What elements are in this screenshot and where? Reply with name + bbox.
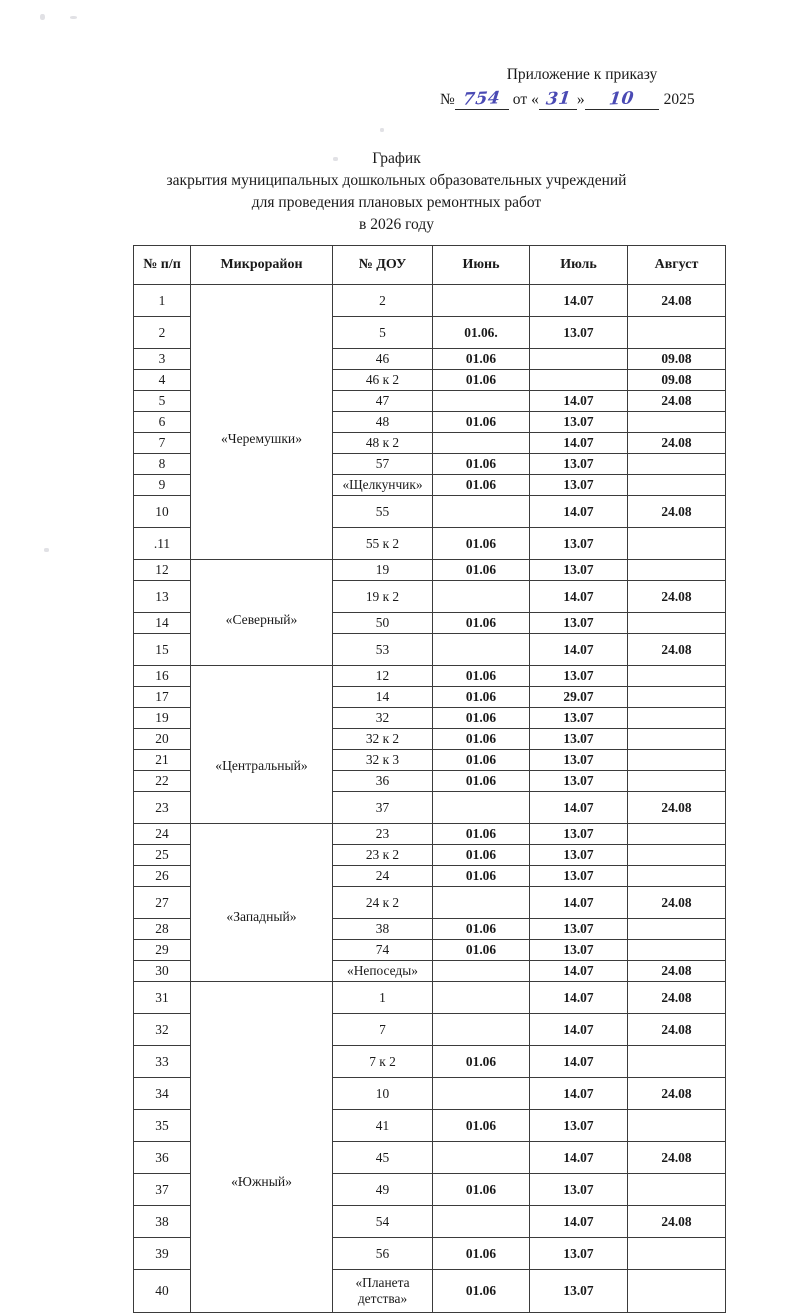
row-index: 5 (134, 391, 191, 412)
document-header (440, 64, 740, 112)
june-date: 01.06 (433, 412, 530, 433)
july-date: 29.07 (530, 687, 628, 708)
august-date (628, 666, 726, 687)
dou-number: «Непоседы» (333, 961, 433, 982)
dou-number: 49 (333, 1174, 433, 1206)
column-header-3: Июнь (433, 246, 530, 285)
dou-number: 37 (333, 792, 433, 824)
dou-number: 57 (333, 454, 433, 475)
row-index: 31 (134, 982, 191, 1014)
column-header-2: № ДОУ (333, 246, 433, 285)
row-index: 28 (134, 919, 191, 940)
row-index: 8 (134, 454, 191, 475)
dou-number: 19 к 2 (333, 581, 433, 613)
june-date: 01.06 (433, 613, 530, 634)
quote-open: « (531, 90, 539, 108)
table-row (134, 982, 726, 1014)
august-date: 24.08 (628, 1078, 726, 1110)
row-index: 6 (134, 412, 191, 433)
table-row (134, 560, 726, 581)
dou-number: 12 (333, 666, 433, 687)
row-index: 23 (134, 792, 191, 824)
microdistrict-cell (191, 285, 333, 560)
order-number-blank (455, 88, 509, 110)
july-date: 13.07 (530, 845, 628, 866)
dou-number: 32 к 2 (333, 729, 433, 750)
row-index: 1 (134, 285, 191, 317)
august-date (628, 528, 726, 560)
document-title (0, 148, 793, 236)
august-date (628, 771, 726, 792)
dou-number: 48 (333, 412, 433, 433)
row-index: 29 (134, 940, 191, 961)
august-date: 24.08 (628, 982, 726, 1014)
day-blank (539, 88, 577, 110)
row-index: 24 (134, 824, 191, 845)
august-date (628, 940, 726, 961)
dou-number: 53 (333, 634, 433, 666)
august-date (628, 919, 726, 940)
august-date: 24.08 (628, 634, 726, 666)
order-number-line (440, 89, 740, 112)
august-date: 09.08 (628, 349, 726, 370)
august-date (628, 866, 726, 887)
july-date: 13.07 (530, 317, 628, 349)
june-date (433, 1142, 530, 1174)
july-date: 13.07 (530, 708, 628, 729)
july-date: 14.07 (530, 887, 628, 919)
june-date (433, 982, 530, 1014)
june-date: 01.06 (433, 475, 530, 496)
dou-number: 38 (333, 919, 433, 940)
june-date: 01.06 (433, 1110, 530, 1142)
august-date (628, 454, 726, 475)
june-date: 01.06 (433, 708, 530, 729)
july-date: 13.07 (530, 866, 628, 887)
row-index: 35 (134, 1110, 191, 1142)
dou-number: «Щелкунчик» (333, 475, 433, 496)
row-index: 19 (134, 708, 191, 729)
august-date (628, 845, 726, 866)
august-date (628, 1238, 726, 1270)
july-date: 13.07 (530, 771, 628, 792)
row-index: 13 (134, 581, 191, 613)
row-index: 10 (134, 496, 191, 528)
dou-number: 19 (333, 560, 433, 581)
august-date (628, 729, 726, 750)
row-index: 27 (134, 887, 191, 919)
microdistrict-label: «Северный» (225, 611, 298, 627)
dou-number: 45 (333, 1142, 433, 1174)
dou-number: 47 (333, 391, 433, 412)
column-header-0: № п/п (134, 246, 191, 285)
title-line-2: закрытия муниципальных дошкольных образовательных учреждений (166, 172, 627, 189)
june-date (433, 961, 530, 982)
august-date: 24.08 (628, 391, 726, 412)
august-date (628, 1174, 726, 1206)
july-date: 13.07 (530, 454, 628, 475)
microdistrict-label: «Центральный» (215, 757, 308, 773)
dou-number: 14 (333, 687, 433, 708)
july-date: 13.07 (530, 475, 628, 496)
june-date: 01.06 (433, 560, 530, 581)
june-date: 01.06 (433, 528, 530, 560)
dou-number: 32 к 3 (333, 750, 433, 771)
dou-number: 54 (333, 1206, 433, 1238)
august-date (628, 475, 726, 496)
row-index: 12 (134, 560, 191, 581)
row-index: 3 (134, 349, 191, 370)
title-line-1: График (372, 150, 421, 167)
july-date: 13.07 (530, 560, 628, 581)
june-date (433, 496, 530, 528)
june-date: 01.06 (433, 454, 530, 475)
row-index: 34 (134, 1078, 191, 1110)
handwritten-order-number: 754 (462, 88, 502, 110)
august-date: 09.08 (628, 370, 726, 391)
column-header-4: Июль (530, 246, 628, 285)
june-date: 01.06 (433, 370, 530, 391)
june-date: 01.06 (433, 845, 530, 866)
june-date: 01.06 (433, 687, 530, 708)
june-date: 01.06 (433, 729, 530, 750)
dou-number: 36 (333, 771, 433, 792)
july-date: 14.07 (530, 433, 628, 454)
row-index: 17 (134, 687, 191, 708)
august-date (628, 1110, 726, 1142)
handwritten-month: 10 (608, 88, 636, 110)
june-date: 01.06 (433, 771, 530, 792)
row-index: 20 (134, 729, 191, 750)
microdistrict-cell (191, 560, 333, 666)
dou-number: 48 к 2 (333, 433, 433, 454)
scan-speck (40, 14, 45, 20)
row-index: 15 (134, 634, 191, 666)
july-date: 13.07 (530, 824, 628, 845)
dou-number: 5 (333, 317, 433, 349)
june-date: 01.06 (433, 1270, 530, 1313)
july-date: 14.07 (530, 1206, 628, 1238)
june-date: 01.06 (433, 1238, 530, 1270)
august-date (628, 824, 726, 845)
july-date: 13.07 (530, 528, 628, 560)
dou-number: 55 к 2 (333, 528, 433, 560)
august-date (628, 412, 726, 433)
july-date: 14.07 (530, 1142, 628, 1174)
june-date: 01.06 (433, 1046, 530, 1078)
row-index: .11 (134, 528, 191, 560)
scan-speck (44, 548, 49, 552)
june-date (433, 1014, 530, 1046)
dou-number: «Планета детства» (333, 1270, 433, 1313)
july-date: 14.07 (530, 1046, 628, 1078)
scan-speck (380, 128, 384, 132)
july-date: 14.07 (530, 961, 628, 982)
july-date: 14.07 (530, 792, 628, 824)
row-index: 39 (134, 1238, 191, 1270)
dou-number: 10 (333, 1078, 433, 1110)
row-index: 33 (134, 1046, 191, 1078)
schedule-table-wrapper (133, 245, 725, 1313)
table-row (134, 824, 726, 845)
dou-number: 56 (333, 1238, 433, 1270)
june-date (433, 433, 530, 454)
june-date (433, 792, 530, 824)
august-date: 24.08 (628, 1014, 726, 1046)
july-date: 13.07 (530, 613, 628, 634)
row-index: 30 (134, 961, 191, 982)
july-date: 13.07 (530, 1238, 628, 1270)
row-index: 26 (134, 866, 191, 887)
number-symbol: № (440, 90, 455, 108)
quote-close: » (576, 90, 585, 108)
table-body (134, 285, 726, 1313)
july-date: 13.07 (530, 940, 628, 961)
microdistrict-cell (191, 824, 333, 982)
august-date: 24.08 (628, 961, 726, 982)
june-date (433, 887, 530, 919)
row-index: 32 (134, 1014, 191, 1046)
june-date: 01.06 (433, 666, 530, 687)
column-header-1: Микрорайон (191, 246, 333, 285)
august-date (628, 708, 726, 729)
row-index: 37 (134, 1174, 191, 1206)
june-date: 01.06 (433, 750, 530, 771)
microdistrict-label: «Черемушки» (220, 431, 303, 446)
table-row (134, 285, 726, 317)
august-date (628, 687, 726, 708)
july-date: 14.07 (530, 581, 628, 613)
august-date (628, 1046, 726, 1078)
june-date (433, 1078, 530, 1110)
table-row (134, 666, 726, 687)
microdistrict-cell (191, 666, 333, 824)
august-date: 24.08 (628, 285, 726, 317)
dou-number: 24 к 2 (333, 887, 433, 919)
july-date (530, 370, 628, 391)
june-date: 01.06 (433, 349, 530, 370)
title-line-3: для проведения плановых ремонтных работ (251, 194, 542, 211)
july-date: 13.07 (530, 729, 628, 750)
title-line-4: в 2026 году (359, 216, 434, 233)
july-date: 14.07 (530, 391, 628, 412)
scan-speck (70, 16, 77, 19)
july-date: 13.07 (530, 750, 628, 771)
row-index: 21 (134, 750, 191, 771)
july-date: 14.07 (530, 634, 628, 666)
june-date (433, 581, 530, 613)
row-index: 38 (134, 1206, 191, 1238)
row-index: 22 (134, 771, 191, 792)
dou-number: 74 (333, 940, 433, 961)
handwritten-day: 31 (544, 88, 572, 110)
dou-number: 23 (333, 824, 433, 845)
row-index: 16 (134, 666, 191, 687)
appendix-line: Приложение к приказу (506, 66, 658, 83)
row-index: 4 (134, 370, 191, 391)
header-row (134, 246, 726, 285)
from-label: от (512, 90, 528, 108)
august-date: 24.08 (628, 1142, 726, 1174)
dou-number: 7 (333, 1014, 433, 1046)
august-date: 24.08 (628, 1206, 726, 1238)
july-date (530, 349, 628, 370)
june-date (433, 634, 530, 666)
june-date (433, 1206, 530, 1238)
microdistrict-label: «Западный» (226, 908, 297, 924)
august-date (628, 1270, 726, 1313)
june-date: 01.06 (433, 940, 530, 961)
dou-number: 23 к 2 (333, 845, 433, 866)
july-date: 13.07 (530, 412, 628, 433)
june-date (433, 285, 530, 317)
dou-number: 2 (333, 285, 433, 317)
july-date: 13.07 (530, 1270, 628, 1313)
july-date: 13.07 (530, 1110, 628, 1142)
august-date: 24.08 (628, 887, 726, 919)
july-date: 14.07 (530, 1078, 628, 1110)
microdistrict-label: «Южный» (231, 1174, 292, 1189)
july-date: 13.07 (530, 919, 628, 940)
schedule-table (133, 245, 726, 1313)
dou-number: 32 (333, 708, 433, 729)
july-date: 14.07 (530, 982, 628, 1014)
month-blank (585, 88, 659, 110)
year-value: 2025 (663, 90, 695, 108)
dou-number: 1 (333, 982, 433, 1014)
row-index: 7 (134, 433, 191, 454)
august-date (628, 750, 726, 771)
microdistrict-cell (191, 982, 333, 1313)
june-date: 01.06 (433, 919, 530, 940)
dou-number: 46 (333, 349, 433, 370)
dou-number: 7 к 2 (333, 1046, 433, 1078)
june-date: 01.06. (433, 317, 530, 349)
july-date: 13.07 (530, 666, 628, 687)
dou-number: 55 (333, 496, 433, 528)
row-index: 2 (134, 317, 191, 349)
june-date: 01.06 (433, 866, 530, 887)
row-index: 9 (134, 475, 191, 496)
august-date (628, 560, 726, 581)
june-date: 01.06 (433, 1174, 530, 1206)
july-date: 14.07 (530, 496, 628, 528)
table-head (134, 246, 726, 285)
dou-number: 46 к 2 (333, 370, 433, 391)
row-index: 25 (134, 845, 191, 866)
august-date: 24.08 (628, 433, 726, 454)
august-date (628, 317, 726, 349)
column-header-5: Август (628, 246, 726, 285)
july-date: 14.07 (530, 285, 628, 317)
dou-number: 50 (333, 613, 433, 634)
july-date: 13.07 (530, 1174, 628, 1206)
august-date: 24.08 (628, 792, 726, 824)
june-date (433, 391, 530, 412)
dou-number: 24 (333, 866, 433, 887)
august-date (628, 613, 726, 634)
row-index: 14 (134, 613, 191, 634)
june-date: 01.06 (433, 824, 530, 845)
august-date: 24.08 (628, 496, 726, 528)
row-index: 40 (134, 1270, 191, 1313)
row-index: 36 (134, 1142, 191, 1174)
july-date: 14.07 (530, 1014, 628, 1046)
dou-number: 41 (333, 1110, 433, 1142)
august-date: 24.08 (628, 581, 726, 613)
